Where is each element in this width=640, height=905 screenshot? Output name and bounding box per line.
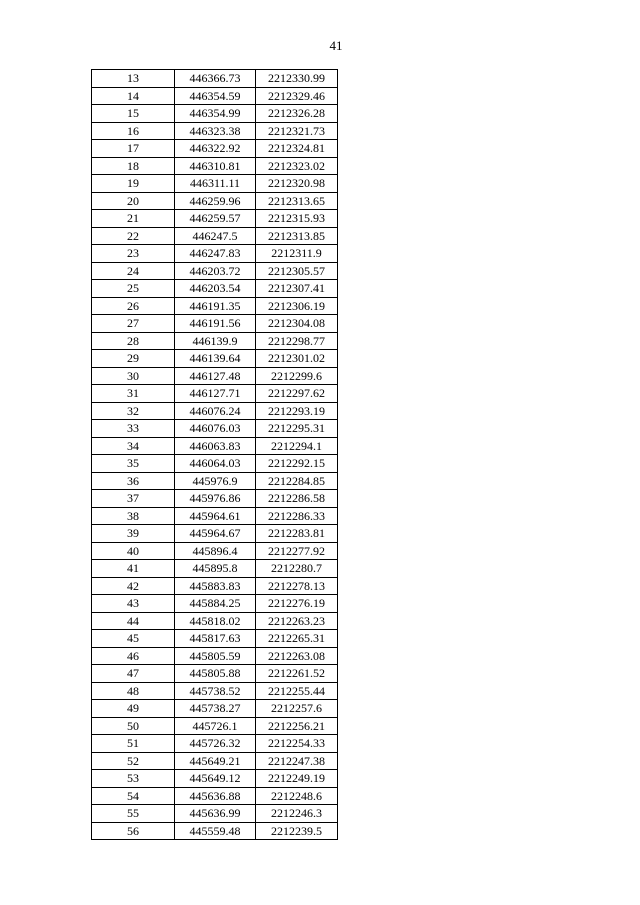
y-coordinate-cell: 2212293.19 <box>256 402 338 420</box>
y-coordinate-cell: 2212284.85 <box>256 472 338 490</box>
table-row <box>92 70 338 88</box>
y-coordinate-cell: 2212295.31 <box>256 420 338 438</box>
x-coordinate-cell: 445976.86 <box>175 490 256 508</box>
x-coordinate-cell: 445964.61 <box>175 507 256 525</box>
y-coordinate-cell: 2212304.08 <box>256 315 338 333</box>
table-row <box>92 577 338 595</box>
y-coordinate-cell: 2212254.33 <box>256 735 338 753</box>
x-coordinate-cell: 446191.56 <box>175 315 256 333</box>
table-row <box>92 332 338 350</box>
y-coordinate-cell: 2212263.08 <box>256 647 338 665</box>
y-coordinate-cell: 2212276.19 <box>256 595 338 613</box>
y-coordinate-cell: 2212255.44 <box>256 682 338 700</box>
x-coordinate-cell: 446354.59 <box>175 87 256 105</box>
y-coordinate-cell: 2212257.6 <box>256 700 338 718</box>
y-coordinate-cell: 2212305.57 <box>256 262 338 280</box>
point-number-cell: 30 <box>92 367 175 385</box>
point-number-cell: 17 <box>92 140 175 158</box>
x-coordinate-cell: 446247.83 <box>175 245 256 263</box>
table-row <box>92 245 338 263</box>
x-coordinate-cell: 446076.24 <box>175 402 256 420</box>
point-number-cell: 18 <box>92 157 175 175</box>
point-number-cell: 43 <box>92 595 175 613</box>
x-coordinate-cell: 445884.25 <box>175 595 256 613</box>
y-coordinate-cell: 2212286.58 <box>256 490 338 508</box>
table-row <box>92 175 338 193</box>
table-row <box>92 105 338 123</box>
point-number-cell: 38 <box>92 507 175 525</box>
x-coordinate-cell: 445649.21 <box>175 752 256 770</box>
y-coordinate-cell: 2212239.5 <box>256 822 338 840</box>
table-row <box>92 157 338 175</box>
point-number-cell: 53 <box>92 770 175 788</box>
table-row <box>92 612 338 630</box>
point-number-cell: 36 <box>92 472 175 490</box>
table-row <box>92 297 338 315</box>
x-coordinate-cell: 445559.48 <box>175 822 256 840</box>
table-row <box>92 280 338 298</box>
x-coordinate-cell: 445805.88 <box>175 665 256 683</box>
table-row <box>92 122 338 140</box>
y-coordinate-cell: 2212294.1 <box>256 437 338 455</box>
table-row <box>92 315 338 333</box>
y-coordinate-cell: 2212323.02 <box>256 157 338 175</box>
x-coordinate-cell: 446203.54 <box>175 280 256 298</box>
point-number-cell: 22 <box>92 227 175 245</box>
y-coordinate-cell: 2212248.6 <box>256 787 338 805</box>
table-row <box>92 665 338 683</box>
table-row <box>92 350 338 368</box>
point-number-cell: 51 <box>92 735 175 753</box>
table-row <box>92 542 338 560</box>
table-row <box>92 140 338 158</box>
x-coordinate-cell: 445636.88 <box>175 787 256 805</box>
x-coordinate-cell: 446259.57 <box>175 210 256 228</box>
table-row <box>92 682 338 700</box>
y-coordinate-cell: 2212249.19 <box>256 770 338 788</box>
table-row <box>92 87 338 105</box>
point-number-cell: 39 <box>92 525 175 543</box>
table-row <box>92 717 338 735</box>
table-row <box>92 437 338 455</box>
table-row <box>92 525 338 543</box>
y-coordinate-cell: 2212265.31 <box>256 630 338 648</box>
point-number-cell: 35 <box>92 455 175 473</box>
x-coordinate-cell: 445883.83 <box>175 577 256 595</box>
x-coordinate-cell: 446076.03 <box>175 420 256 438</box>
y-coordinate-cell: 2212261.52 <box>256 665 338 683</box>
point-number-cell: 25 <box>92 280 175 298</box>
point-number-cell: 29 <box>92 350 175 368</box>
y-coordinate-cell: 2212263.23 <box>256 612 338 630</box>
x-coordinate-cell: 446311.11 <box>175 175 256 193</box>
point-number-cell: 54 <box>92 787 175 805</box>
coordinates-table-body <box>92 70 338 840</box>
point-number-cell: 21 <box>92 210 175 228</box>
y-coordinate-cell: 2212313.85 <box>256 227 338 245</box>
table-row <box>92 770 338 788</box>
table-row <box>92 507 338 525</box>
table-row <box>92 402 338 420</box>
page-number: 41 <box>329 38 343 53</box>
table-row <box>92 192 338 210</box>
x-coordinate-cell: 445817.63 <box>175 630 256 648</box>
point-number-cell: 15 <box>92 105 175 123</box>
x-coordinate-cell: 446259.96 <box>175 192 256 210</box>
y-coordinate-cell: 2212307.41 <box>256 280 338 298</box>
table-row <box>92 805 338 823</box>
point-number-cell: 26 <box>92 297 175 315</box>
x-coordinate-cell: 445649.12 <box>175 770 256 788</box>
x-coordinate-cell: 445818.02 <box>175 612 256 630</box>
y-coordinate-cell: 2212292.15 <box>256 455 338 473</box>
point-number-cell: 52 <box>92 752 175 770</box>
point-number-cell: 50 <box>92 717 175 735</box>
y-coordinate-cell: 2212313.65 <box>256 192 338 210</box>
table-row <box>92 630 338 648</box>
x-coordinate-cell: 446323.38 <box>175 122 256 140</box>
y-coordinate-cell: 2212320.98 <box>256 175 338 193</box>
point-number-cell: 34 <box>92 437 175 455</box>
x-coordinate-cell: 446139.9 <box>175 332 256 350</box>
table-row <box>92 700 338 718</box>
x-coordinate-cell: 446064.03 <box>175 455 256 473</box>
x-coordinate-cell: 446322.92 <box>175 140 256 158</box>
y-coordinate-cell: 2212298.77 <box>256 332 338 350</box>
table-row <box>92 560 338 578</box>
y-coordinate-cell: 2212315.93 <box>256 210 338 228</box>
x-coordinate-cell: 445726.1 <box>175 717 256 735</box>
point-number-cell: 44 <box>92 612 175 630</box>
table-row <box>92 262 338 280</box>
table-row <box>92 822 338 840</box>
table-row <box>92 787 338 805</box>
x-coordinate-cell: 446191.35 <box>175 297 256 315</box>
point-number-cell: 48 <box>92 682 175 700</box>
x-coordinate-cell: 445896.4 <box>175 542 256 560</box>
y-coordinate-cell: 2212299.6 <box>256 367 338 385</box>
point-number-cell: 33 <box>92 420 175 438</box>
point-number-cell: 27 <box>92 315 175 333</box>
table-row <box>92 455 338 473</box>
x-coordinate-cell: 446127.71 <box>175 385 256 403</box>
point-number-cell: 16 <box>92 122 175 140</box>
x-coordinate-cell: 446247.5 <box>175 227 256 245</box>
y-coordinate-cell: 2212246.3 <box>256 805 338 823</box>
y-coordinate-cell: 2212321.73 <box>256 122 338 140</box>
table-row <box>92 367 338 385</box>
y-coordinate-cell: 2212256.21 <box>256 717 338 735</box>
x-coordinate-cell: 446203.72 <box>175 262 256 280</box>
table-row <box>92 647 338 665</box>
point-number-cell: 14 <box>92 87 175 105</box>
x-coordinate-cell: 445738.27 <box>175 700 256 718</box>
x-coordinate-cell: 445895.8 <box>175 560 256 578</box>
point-number-cell: 55 <box>92 805 175 823</box>
table-row <box>92 490 338 508</box>
table-row <box>92 420 338 438</box>
x-coordinate-cell: 446354.99 <box>175 105 256 123</box>
point-number-cell: 46 <box>92 647 175 665</box>
y-coordinate-cell: 2212280.7 <box>256 560 338 578</box>
point-number-cell: 41 <box>92 560 175 578</box>
table-row <box>92 385 338 403</box>
y-coordinate-cell: 2212324.81 <box>256 140 338 158</box>
y-coordinate-cell: 2212326.28 <box>256 105 338 123</box>
table-row <box>92 735 338 753</box>
point-number-cell: 32 <box>92 402 175 420</box>
point-number-cell: 31 <box>92 385 175 403</box>
y-coordinate-cell: 2212283.81 <box>256 525 338 543</box>
point-number-cell: 40 <box>92 542 175 560</box>
point-number-cell: 42 <box>92 577 175 595</box>
point-number-cell: 23 <box>92 245 175 263</box>
y-coordinate-cell: 2212277.92 <box>256 542 338 560</box>
x-coordinate-cell: 445738.52 <box>175 682 256 700</box>
y-coordinate-cell: 2212297.62 <box>256 385 338 403</box>
point-number-cell: 49 <box>92 700 175 718</box>
y-coordinate-cell: 2212286.33 <box>256 507 338 525</box>
y-coordinate-cell: 2212278.13 <box>256 577 338 595</box>
x-coordinate-cell: 446310.81 <box>175 157 256 175</box>
point-number-cell: 47 <box>92 665 175 683</box>
coordinates-table <box>91 69 338 840</box>
y-coordinate-cell: 2212329.46 <box>256 87 338 105</box>
y-coordinate-cell: 2212330.99 <box>256 70 338 88</box>
point-number-cell: 28 <box>92 332 175 350</box>
x-coordinate-cell: 445636.99 <box>175 805 256 823</box>
point-number-cell: 56 <box>92 822 175 840</box>
y-coordinate-cell: 2212247.38 <box>256 752 338 770</box>
point-number-cell: 13 <box>92 70 175 88</box>
table-row <box>92 210 338 228</box>
x-coordinate-cell: 446127.48 <box>175 367 256 385</box>
x-coordinate-cell: 446366.73 <box>175 70 256 88</box>
point-number-cell: 20 <box>92 192 175 210</box>
x-coordinate-cell: 445976.9 <box>175 472 256 490</box>
x-coordinate-cell: 446139.64 <box>175 350 256 368</box>
table-row <box>92 595 338 613</box>
table-row <box>92 472 338 490</box>
y-coordinate-cell: 2212301.02 <box>256 350 338 368</box>
x-coordinate-cell: 445726.32 <box>175 735 256 753</box>
table-row <box>92 227 338 245</box>
x-coordinate-cell: 446063.83 <box>175 437 256 455</box>
x-coordinate-cell: 445964.67 <box>175 525 256 543</box>
y-coordinate-cell: 2212306.19 <box>256 297 338 315</box>
y-coordinate-cell: 2212311.9 <box>256 245 338 263</box>
x-coordinate-cell: 445805.59 <box>175 647 256 665</box>
point-number-cell: 24 <box>92 262 175 280</box>
table-row <box>92 752 338 770</box>
point-number-cell: 19 <box>92 175 175 193</box>
point-number-cell: 45 <box>92 630 175 648</box>
point-number-cell: 37 <box>92 490 175 508</box>
